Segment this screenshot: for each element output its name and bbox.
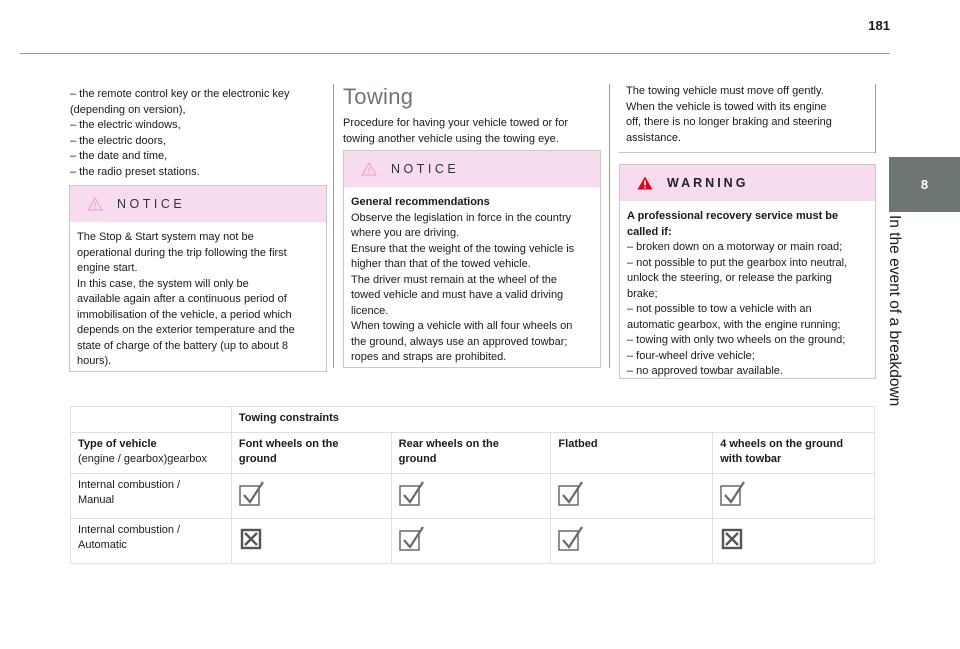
table-cell: [391, 518, 551, 563]
row-label: Internal combustion / Automatic: [71, 518, 232, 563]
column-divider: [333, 84, 334, 368]
table-cell: [71, 407, 232, 433]
notice-triangle-icon: [361, 162, 377, 176]
table-cell: [551, 518, 713, 563]
cross-box-icon: [720, 525, 746, 551]
notice-label: NOTICE: [117, 197, 186, 211]
towing-constraints-table: [70, 406, 875, 564]
table-header-cell: 4 wheels on the ground with towbar: [713, 432, 875, 473]
check-icon: [399, 525, 425, 551]
warning-label: WARNING: [667, 176, 749, 190]
affected-items-list: [70, 87, 326, 180]
check-icon: [239, 480, 265, 506]
list-item: – the remote control key or the electronic key: [70, 88, 290, 100]
warning-box: [619, 164, 876, 379]
list-item: – the electric doors,: [70, 134, 166, 147]
column-divider: [609, 84, 610, 368]
table-header-row: [71, 432, 875, 473]
row-label: Internal combustion / Manual: [71, 473, 232, 518]
list-item: – the radio preset stations.: [70, 165, 200, 178]
table-header-cell: Type of vehicle (engine / gearbox)gearbox: [71, 432, 232, 473]
section-heading-towing: Towing: [343, 84, 414, 109]
table-cell: [551, 473, 713, 518]
chapter-tab[interactable]: 8: [889, 157, 960, 212]
table-header-cell: Font wheels on the ground: [231, 432, 391, 473]
box-edge: [875, 84, 876, 153]
notice-box-general: [343, 150, 601, 368]
warning-header: [620, 165, 875, 201]
table-caption-row: [71, 407, 875, 433]
notice-label: NOTICE: [391, 162, 460, 176]
list-item: (depending on version),: [70, 103, 186, 116]
notice-box-stop-start: [69, 185, 327, 372]
notice-header: [70, 186, 326, 222]
towing-intro: Procedure for having your vehicle towed or for towing another vehicle using the towing eye.: [343, 117, 569, 145]
check-icon: [558, 525, 584, 551]
table-cell: [713, 473, 875, 518]
list-item: – the electric windows,: [70, 119, 181, 131]
notice-subtitle: General recommendations: [351, 196, 490, 208]
header-rule: [20, 53, 890, 54]
table-row: [71, 473, 875, 518]
table-caption: Towing constraints: [231, 407, 874, 433]
notice-triangle-icon: [87, 197, 103, 211]
table-header-cell: Flatbed: [551, 432, 713, 473]
check-icon: [558, 480, 584, 506]
notice-header: [344, 151, 600, 187]
warning-triangle-icon: [637, 176, 653, 190]
page-number: 181: [868, 18, 890, 33]
check-icon: [399, 480, 425, 506]
notice-body: The Stop & Start system may not be operational during the trip following the first engine start. In this case, the system will only be available again after a continuous period of immobilisation of the vehicle, a period which depends on the exterior temperature and the state of charge of the battery (up to about 8 hours).: [77, 231, 295, 367]
notice-body: General recommendations Observe the legislation in force in the country where you are driving. Ensure that the weight of the towing vehicle is higher than that of the towed vehicle. The driver must remain at the wheel of the towed vehicle and must have a valid driving licence. When towing a vehicle with all four wheels on the ground, always use an approved towbar; ropes and straps are prohibited.: [344, 187, 600, 374]
table-row: [71, 518, 875, 563]
towing-gently-box: The towing vehicle must move off gently. When the vehicle is towed with its engine off, there is no longer braking and steering assistance.: [619, 84, 875, 153]
table-header-cell: Rear wheels on the ground: [391, 432, 551, 473]
list-item: – the date and time,: [70, 150, 168, 162]
warning-body: A professional recovery service must be called if: – broken down on a motorway or main road; – not possible to put the gearbox into neutral, unlock the steering, or release the parking brake; – not possible to tow a vehicle with an automatic gearbox, with the engine running; – towing with only two wheels on the ground; – four-wheel drive vehicle; – no approved towbar available.: [627, 210, 848, 377]
table-cell: [391, 473, 551, 518]
cross-box-icon: [239, 525, 265, 551]
table-cell: [713, 518, 875, 563]
table-cell: [231, 473, 391, 518]
table-cell: [231, 518, 391, 563]
check-icon: [720, 480, 746, 506]
